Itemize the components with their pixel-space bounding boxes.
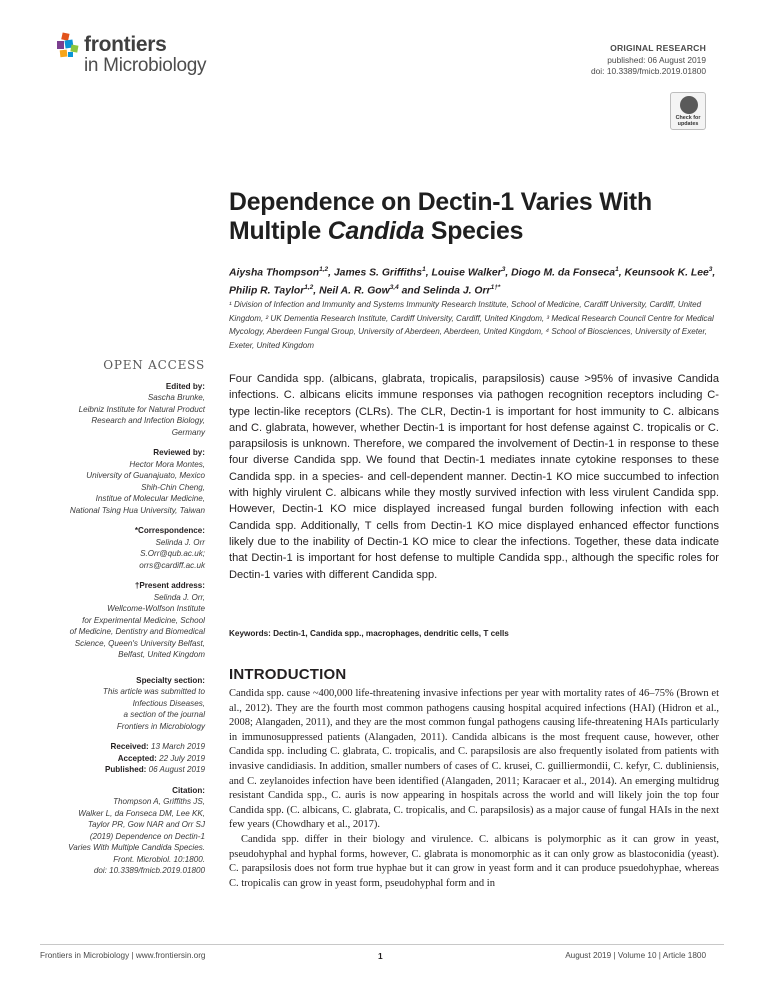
keywords: Keywords: Dectin-1, Candida spp., macrophages, dendritic cells, T cells: [229, 629, 509, 638]
author-name[interactable]: Selinda J. Orr: [423, 285, 491, 297]
check-updates-line1: Check for: [675, 115, 701, 121]
intro-paragraph-1: Candida spp. cause ~400,000 life-threatening invasive infections per year with mortality rates of 46–75% (Brown et al., 2012). They are the fourth most common pathogens causing hospital acquired infections (HAI) (Hidron et al., 2008; Alangaden, 2011), and they are the most common fungal pathogens causing life-threatening HAIs particularly in immunosuppressed patients (Alangaden, 2011). Candida albicans is the most frequent cause, however, other Candida spp. including C. glabrata, C. tropicalis, and C. parapsilosis are also frequently isolated from patients with invasive candidiasis. In addition, smaller numbers of cases of C. krusei, C. guilliermondii, C. kefyr, C. dubliniensis, and C. zeylanoides infection have been identified (Alangaden, 2011; Karacaer et al., 2014). An emerging multidrug resistant Candida spp., C. auris is now appearing in hospitals across the world and will likely join the top four Candida spp. (C. albicans, C. glabrata, C. tropicalis, and C. parapsilosis) as a major cause of fungal HAIs in the next few years (Chowdhary et al., 2017).: [229, 688, 719, 831]
received-label: Received:: [110, 742, 149, 751]
sidebar-line: Wellcome-Wolfson Institute: [107, 604, 205, 613]
sidebar-line: Front. Microbiol. 10:1800.: [113, 854, 205, 864]
sidebar-line: Belfast, United Kingdom: [118, 650, 205, 659]
author-list: Aiysha Thompson$^{1,2}$, James S. Griffiths$^1$, Louise Walker$^3$, Diogo M. da Fonseca$^1$, Keunsook K. Lee$^3$, Philip R. Taylor$^{1,2}$, Neil A. R. Gow$^{3,4}$ and Selinda J. Orr$^{1\dagger*}$: [229, 266, 716, 297]
author-affiliation-marker: 3: [708, 266, 713, 273]
accepted-label: Accepted:: [117, 753, 157, 763]
sidebar-line: University of Guanajuato, Mexico: [86, 471, 205, 480]
reviewed-by-section: [40, 447, 205, 516]
sidebar-line: This article was submitted to: [102, 687, 205, 696]
sidebar-line: Sascha Brunke,: [147, 393, 205, 402]
published-date: published: 06 August 2019: [607, 55, 706, 65]
sidebar-line: Varies With Multiple Candida Species.: [68, 843, 205, 852]
author-affiliation-marker: 1: [422, 266, 426, 273]
published-date-sidebar: 06 August 2019: [148, 765, 205, 774]
specialty-section: [40, 675, 205, 733]
correspondence-label: *Correspondence:: [134, 526, 205, 535]
accepted-date: 22 July 2019: [159, 753, 205, 763]
sidebar-line: National Tsing Hua University, Taiwan: [69, 505, 205, 515]
reviewed-by-label: Reviewed by:: [153, 448, 205, 457]
citation-label: Citation:: [172, 785, 205, 795]
sidebar-line: (2019) Dependence on Dectin-1: [89, 831, 205, 841]
sidebar-line: Walker L, da Fonseca DM, Lee KK,: [78, 808, 205, 818]
sidebar-line: Shih-Chin Cheng,: [141, 482, 205, 492]
sidebar-line: Frontiers in Microbiology: [116, 721, 205, 731]
sidebar-line: Taylor PR, Gow NAR and Orr SJ: [87, 820, 205, 829]
sidebar-line: Thompson A, Griffiths JS,: [113, 797, 205, 806]
doi[interactable]: doi: 10.3389/fmicb.2019.01800: [590, 66, 706, 76]
author-name[interactable]: Louise Walker: [431, 267, 502, 279]
citation-section: [40, 785, 205, 877]
page-number: 1: [378, 951, 383, 961]
author-affiliation-marker: 1,2: [304, 284, 314, 292]
article-title: Dependence on Dectin-1 Varies With Multiple Candida Species: [229, 189, 652, 245]
author-affiliation-marker: 3: [501, 266, 506, 273]
sidebar-line: Hector Mora Montes,: [129, 459, 205, 469]
footer-divider: [40, 944, 724, 945]
sidebar-line: of Medicine, Dentistry and Biomedical: [69, 627, 205, 636]
sidebar-line: Infectious Diseases,: [132, 698, 205, 708]
check-updates-line2: updates: [677, 121, 699, 127]
sidebar-line: S.Orr@qub.ac.uk;: [140, 549, 205, 558]
author-name[interactable]: James S. Griffiths: [333, 267, 423, 279]
edited-by-label: Edited by:: [165, 381, 205, 391]
check-for-updates-button[interactable]: [670, 92, 706, 130]
sidebar-line: Selinda J. Orr,: [153, 592, 205, 602]
intro-paragraph-2: Candida spp. differ in their biology and virulence. C. albicans is polymorphic as it can grow in yeast, pseudohyphal and hyphal forms, however, C. glabrata is monomorphic as it can only grow as blastoconidia (yeast). C. parapsilosis does not form true hyphae but it can grow in yeast form and it can produce psuedohyphae, whereas C. tropicalis can grow in yeast form, pseudohyphal form and in: [229, 833, 719, 889]
author-name[interactable]: Aiysha Thompson: [229, 267, 320, 279]
introduction-heading: INTRODUCTION: [229, 666, 347, 683]
open-access-label: OPEN ACCESS: [103, 358, 205, 372]
sidebar-line: Germany: [171, 427, 205, 437]
specialty-label: Specialty section:: [136, 675, 205, 685]
published-label: Published:: [104, 765, 147, 774]
logo-text-frontiers: frontiers: [84, 33, 167, 56]
author-affiliation-marker: 1: [615, 266, 619, 273]
sidebar-line: orrs@cardiff.ac.uk: [139, 560, 205, 570]
correspondence-section: [40, 525, 205, 571]
present-address-section: [40, 580, 205, 661]
sidebar-line: Institue of Molecular Medicine,: [95, 494, 205, 503]
present-address-label: †Present address:: [134, 581, 205, 590]
footer-issue: August 2019 | Volume 10 | Article 1800: [565, 951, 706, 960]
author-name[interactable]: Keunsook K. Lee: [624, 267, 709, 279]
check-updates-icon: [680, 96, 698, 114]
sidebar-line: a section of the journal: [123, 710, 205, 719]
author-affiliation-marker: 3,4: [389, 284, 399, 292]
dates-section: [40, 741, 205, 776]
affiliations: ¹ Division of Infection and Immunity and Systems Immunity Research Institute, School of Medicine, Cardiff University, Cardiff, United Kingdom, ² UK Dementia Research Institute, Cardiff University, Cardiff, United Kingdom, ³ Medical Research Council Centre for Medical Mycology, Aberdeen Fungal Group, University of Aberdeen, Aberdeen, United Kingdom, ⁴ School of Biosciences, University of Exeter, Exeter, United Kingdom: [229, 300, 714, 350]
author-name[interactable]: Diogo M. da Fonseca: [511, 267, 616, 279]
edited-by-section: [40, 381, 205, 439]
introduction-body: [229, 687, 719, 891]
received-date: 13 March 2019: [151, 742, 205, 751]
sidebar: [40, 360, 205, 886]
author-affiliation-marker: 1,2: [319, 266, 329, 273]
article-type: ORIGINAL RESEARCH: [610, 43, 706, 53]
sidebar-line: Science, Queen's University Belfast,: [74, 638, 205, 648]
journal-logo: [56, 32, 216, 82]
footer-journal[interactable]: Frontiers in Microbiology | www.frontiersin.org: [40, 951, 206, 960]
sidebar-line: Research and Infection Biology,: [91, 416, 205, 425]
author-affiliation-marker: 1†*: [490, 284, 501, 292]
abstract: Four Candida spp. (albicans, glabrata, tropicalis, parapsilosis) cause >95% of invasive Candida infections. C. albicans elicits immune responses via pathogen recognition receptors including C-type lectin-like receptors (CLRs). The CLR, Dectin-1 is important for host immunity to C. albicans and C. glabrata, however, whether Dectin-1 is important for host defense against C. tropicalis or C. parapsilosis is unknown. Therefore, we compared the involvement of Dectin-1 in response to these four diverse Candida spp. We found that Dectin-1 mediates innate cytokine responses to these Candida spp. in a species- and cell-dependent manner. Dectin-1 KO mice succumbed to infection with highly virulent C. albicans while they mostly survived infection with less virulent Candida spp. However, Dectin-1 KO mice displayed increased fungal burden following infection with each Candida spp. Additionally, T cells from Dectin-1 KO mice displayed enhanced effector functions likely due to the inability of Dectin-1 KO mice to clear the infections. Together, these data indicate that Dectin-1 is important for host defense to multiple Candida spp., although the specific roles for Dectin-1 varies with different Candida spp.: [229, 373, 719, 581]
sidebar-line: Leibniz Institute for Natural Product: [78, 404, 205, 414]
author-name[interactable]: Philip R. Taylor: [229, 285, 305, 297]
sidebar-line: Selinda J. Orr: [155, 537, 205, 547]
frontiers-logo-icon: [56, 32, 82, 62]
sidebar-line: for Experimental Medicine, School: [82, 615, 205, 625]
sidebar-line: doi: 10.3389/fmicb.2019.01800: [93, 866, 205, 875]
author-name[interactable]: Neil A. R. Gow: [319, 285, 390, 297]
logo-text-journal: in Microbiology: [84, 55, 207, 76]
